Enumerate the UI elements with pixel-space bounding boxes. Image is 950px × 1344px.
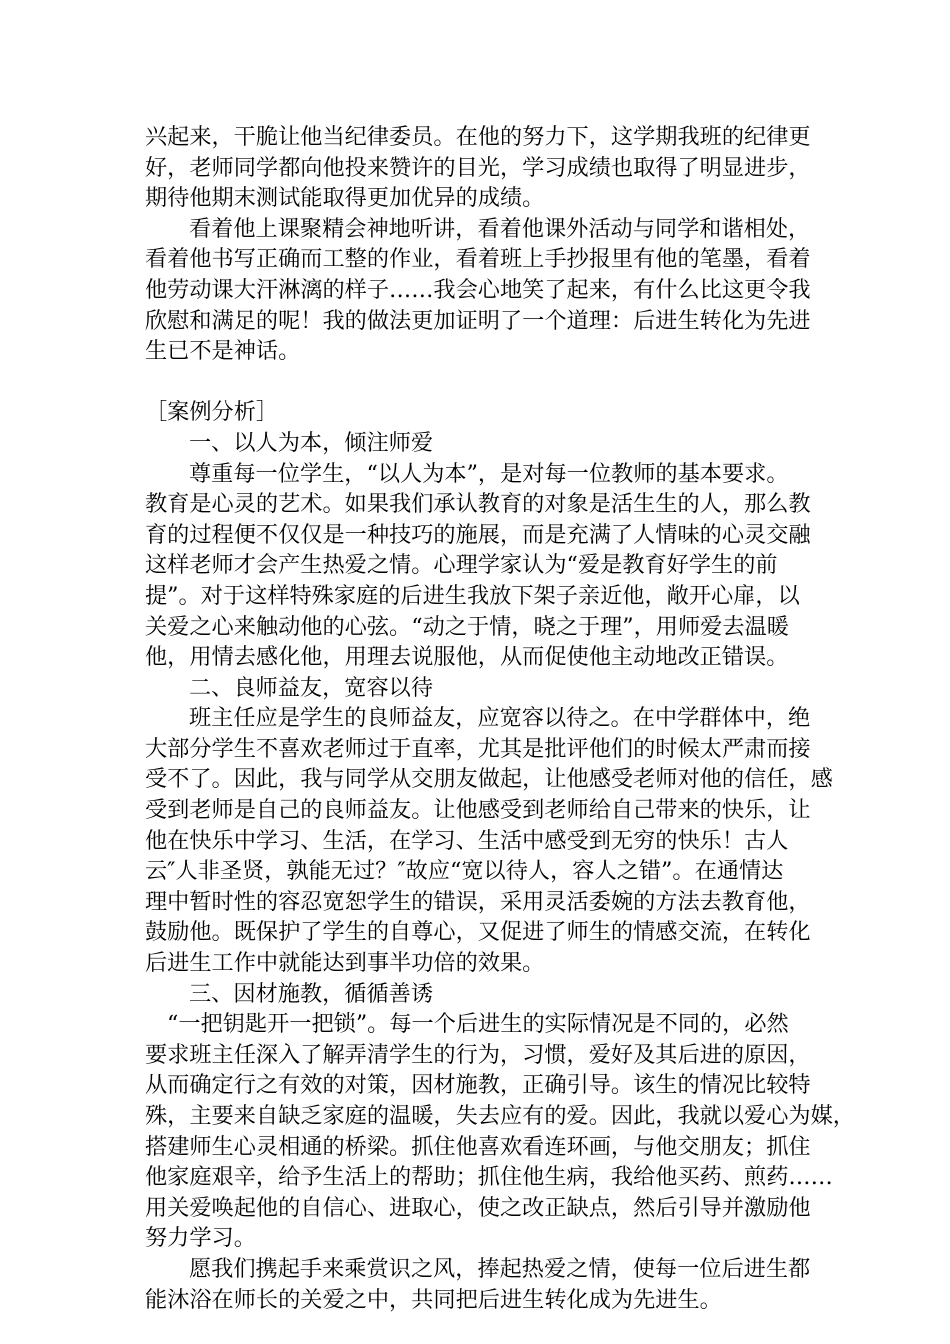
text-line: 大部分学生不喜欢老师过于直率，尤其是批评他们的时候太严肃而接 bbox=[145, 735, 811, 762]
text-line: 从而确定行之有效的对策，因材施教，正确引导。该生的情况比较特 bbox=[145, 1072, 811, 1099]
text-line: 欣慰和满足的呢！我的做法更加证明了一个道理：后进生转化为先进 bbox=[145, 307, 811, 334]
text-line: 要求班主任深入了解弄清学生的行为，习惯，爱好及其后进的原因， bbox=[145, 1041, 811, 1068]
blank-line bbox=[145, 367, 810, 398]
section-title: ［案例分析］ bbox=[145, 399, 279, 426]
text-line: 理中暂时性的容忍宽恕学生的错误，采用灵活委婉的方法去教育他， bbox=[145, 888, 811, 915]
text-line: 鼓励他。既保护了学生的自尊心，又促进了师生的情感交流，在转化 bbox=[145, 919, 811, 946]
text-line: 殊，主要来自缺乏家庭的温暖，失去应有的爱。因此，我就以爱心为媒， bbox=[145, 1103, 855, 1129]
text-line: 期待他期末测试能取得更加优异的成绩。 bbox=[145, 185, 545, 212]
text-line: 受不了。因此，我与同学从交朋友做起，让他感受老师对他的信任，感 bbox=[145, 766, 833, 793]
heading-1: 一、以人为本，倾注师爱 bbox=[189, 429, 434, 456]
text-line: 兴起来，干脆让他当纪律委员。在他的努力下，这学期我班的纪律更 bbox=[145, 124, 811, 150]
text-line: 用关爱唤起他的自信心、进取心，使之改正缺点，然后引导并激励他 bbox=[145, 1194, 811, 1221]
text-line: 看着他书写正确而工整的作业，看着班上手抄报里有他的笔墨，看着 bbox=[145, 246, 811, 273]
paragraph-first-line: 愿我们携起手来乘赏识之风，捧起热爱之情，使每一位后进生都 bbox=[189, 1255, 811, 1282]
text-line: 他家庭艰辛，给予生活上的帮助；抓住他生病，我给他买药、煎药…… bbox=[145, 1164, 833, 1191]
paragraph-first-line: 看着他上课聚精会神地听讲，看着他课外活动与同学和谐相处， bbox=[189, 215, 811, 242]
text-line: 他劳动课大汗淋漓的样子……我会心地笑了起来，有什么比这更令我 bbox=[145, 276, 811, 303]
text-line: 这样老师才会产生热爱之情。心理学家认为“爱是教育好学生的前 bbox=[145, 552, 778, 579]
text-line: 他，用情去感化他，用理去说服他，从而促使他主动地改正错误。 bbox=[145, 644, 789, 671]
text-line: 努力学习。 bbox=[145, 1225, 256, 1252]
text-line: 后进生工作中就能达到事半功倍的效果。 bbox=[145, 950, 545, 977]
text-line: 云″人非圣贤，孰能无过？″故应“宽以待人，容人之错”。在通情达 bbox=[145, 858, 784, 885]
paragraph-first-line: 班主任应是学生的良师益友，应宽容以待之。在中学群体中，绝 bbox=[189, 705, 811, 732]
text-line: 关爱之心来触动他的心弦。“动之于情，晓之于理”，用师爱去温暖 bbox=[145, 613, 789, 640]
text-line: 好，老师同学都向他投来赞许的目光，学习成绩也取得了明显进步， bbox=[145, 154, 811, 181]
text-line: 搭建师生心灵相通的桥梁。抓住他喜欢看连环画，与他交朋友；抓住 bbox=[145, 1133, 811, 1160]
document-body bbox=[145, 122, 855, 1315]
text-line: 教育是心灵的艺术。如果我们承认教育的对象是活生生的人，那么教 bbox=[145, 491, 811, 518]
text-line: 受到老师是自己的良师益友。让他感受到老师给自己带来的快乐，让 bbox=[145, 797, 811, 824]
text-line: 他在快乐中学习、生活，在学习、生活中感受到无穷的快乐！古人 bbox=[145, 827, 789, 854]
text-line: 提”。对于这样特殊家庭的后进生我放下架子亲近他，敞开心扉，以 bbox=[145, 582, 800, 609]
heading-3: 三、因材施教，循循善诱 bbox=[189, 980, 434, 1007]
paragraph-first-line: 尊重每一位学生，“以人为本”，是对每一位教师的基本要求。 bbox=[189, 460, 789, 487]
text-line: 能沐浴在师长的关爱之中，共同把后进生转化成为先进生。 bbox=[145, 1286, 722, 1313]
paragraph-first-line: “一把钥匙开一把锁”。每一个后进生的实际情况是不同的，必然 bbox=[167, 1011, 789, 1038]
heading-2: 二、良师益友，宽容以待 bbox=[189, 674, 434, 701]
text-line: 育的过程便不仅仅是一种技巧的施展，而是充满了人情味的心灵交融 bbox=[145, 521, 811, 548]
text-line: 生已不是神话。 bbox=[145, 338, 301, 365]
